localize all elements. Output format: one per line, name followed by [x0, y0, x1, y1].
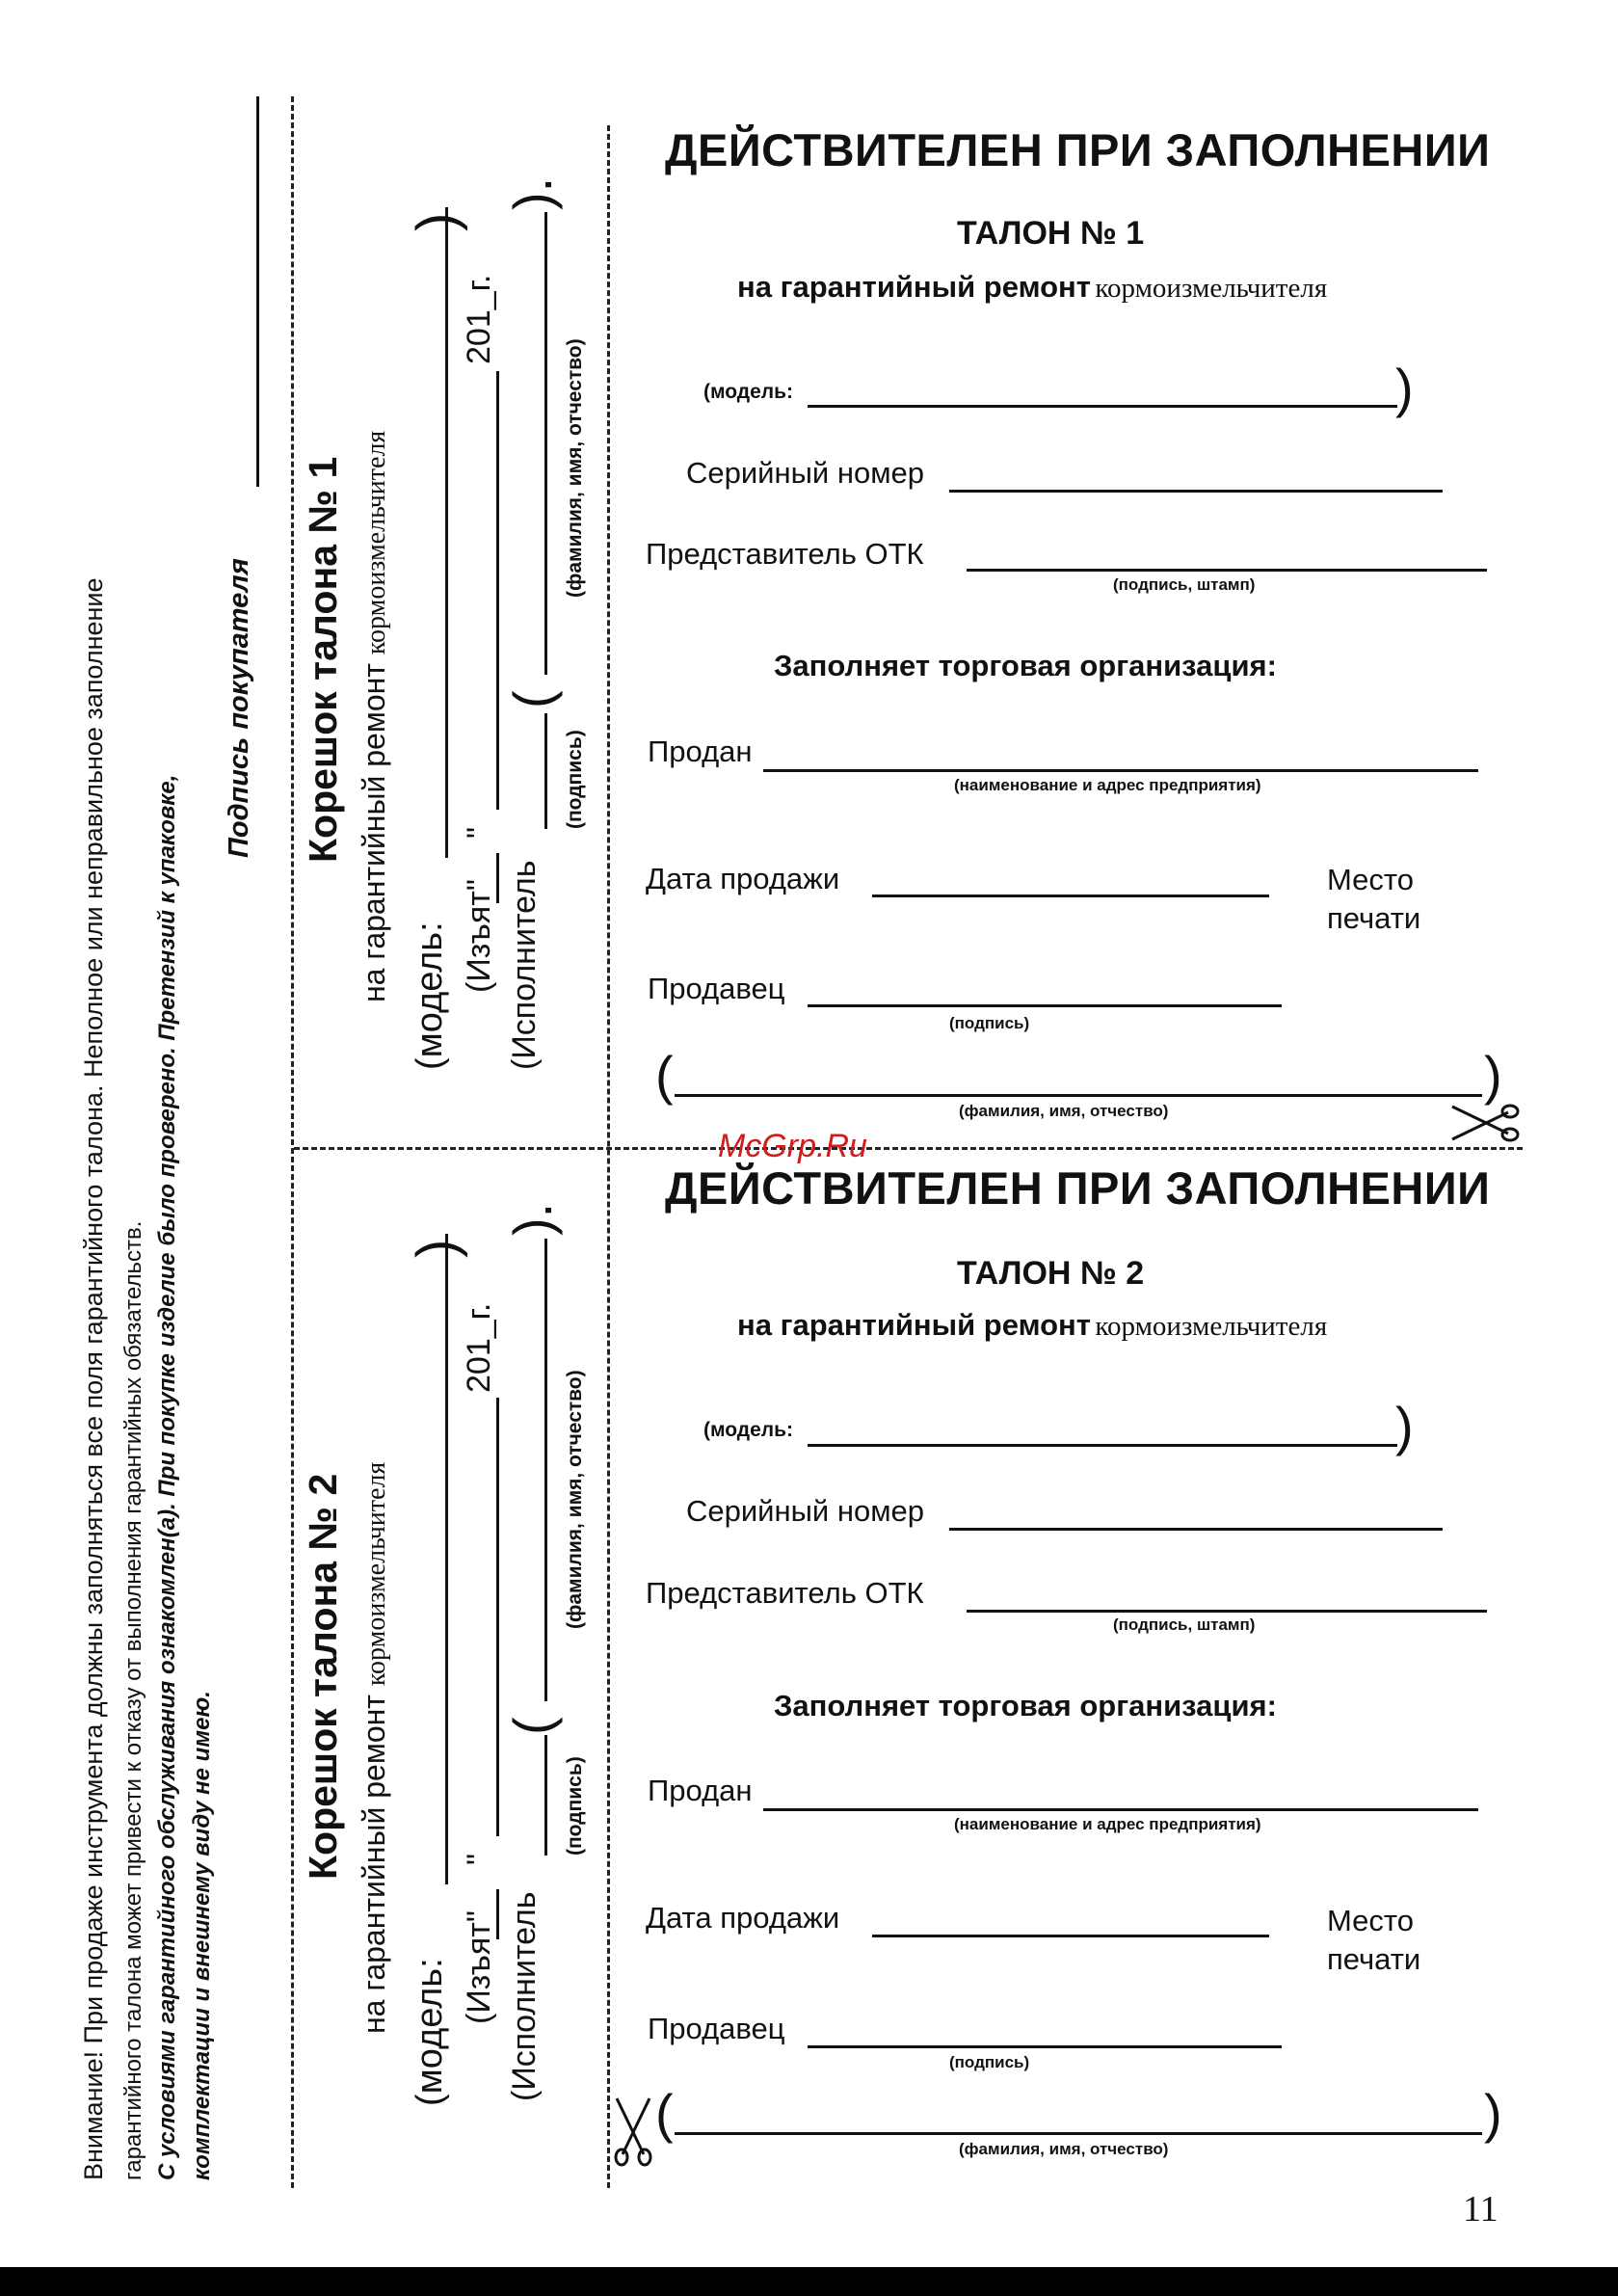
coupon2-fio-caption: (фамилия, имя, отчество)	[959, 2140, 1169, 2158]
stub2-sign-caption: (подпись)	[564, 1756, 586, 1855]
coupon2-date-label: Дата продажи	[646, 1901, 840, 1935]
stub1-model-close: )	[406, 212, 468, 231]
stub1-month-line	[496, 371, 499, 810]
coupon2-otk-label: Представитель ОТК	[646, 1576, 924, 1610]
coupon1-otk-label: Представитель ОТК	[646, 537, 924, 571]
notice-line-3	[154, 775, 181, 2180]
stub2-repair-label: на гарантийный ремонт	[357, 1695, 391, 2034]
coupon2-seller-caption: (подпись)	[949, 2053, 1030, 2071]
watermark: McGrp.Ru	[718, 1128, 867, 1164]
notice-conditions: С условиями гарантийного обслуживания ознакомлен(а).	[154, 1496, 180, 2180]
cut-line-middle	[607, 125, 610, 2188]
coupon2-talon-number: ТАЛОН № 2	[957, 1255, 1145, 1292]
coupon1-seller-line	[808, 1004, 1282, 1007]
coupon1-date-line	[872, 894, 1269, 897]
stub1-removed-label: (Изъят"	[461, 879, 497, 993]
coupon2-fio-open: (	[655, 2083, 674, 2144]
cut-line-left	[291, 96, 294, 2188]
stub2-model-line	[445, 1234, 448, 1884]
coupon2-serial-line	[949, 1528, 1443, 1531]
coupon2-model-label: (модель:	[703, 1419, 794, 1441]
stub1-paren-open: (	[502, 690, 563, 708]
coupon1-sold-caption: (наименование и адрес предприятия)	[954, 776, 1261, 794]
coupon1-valid-heading: ДЕЙСТВИТЕЛЕН ПРИ ЗАПОЛНЕНИИ	[665, 124, 1491, 175]
coupon2-sold-line	[763, 1808, 1478, 1811]
stub1-sign-line	[544, 713, 547, 829]
coupon2-product: кормоизмельчителя	[1095, 1311, 1328, 1342]
coupon2-seller-label: Продавец	[648, 2012, 785, 2045]
coupon1-fio-caption: (фамилия, имя, отчество)	[959, 1102, 1169, 1120]
stub1-paren-close: ).	[502, 176, 563, 210]
stub1-day-line	[496, 853, 499, 903]
coupon2-repair-line	[737, 1308, 1327, 1343]
stub2-year: 201_г.	[461, 1302, 497, 1393]
coupon2-otk-line	[967, 1610, 1487, 1613]
coupon1-stamp-2: печати	[1327, 901, 1421, 935]
stub1-model-label: (модель:	[410, 921, 450, 1070]
stub2-fio-caption: (фамилия, имя, отчество)	[564, 1370, 586, 1629]
coupon2-stamp-2: печати	[1327, 1942, 1421, 1976]
coupon2-repair-label: на гарантийный ремонт	[737, 1308, 1091, 1342]
notice-line-1: Внимание! При продаже инструмента должны заполняться все поля гарантийного талона. Неполное или неправильное заполнение	[79, 577, 108, 2180]
coupon1-model-line	[808, 405, 1397, 408]
stub1-quote: "	[461, 826, 497, 839]
coupon1-serial-label: Серийный номер	[686, 456, 924, 490]
coupon1-sold-line	[763, 769, 1478, 772]
stub1-product: кормоизмельчителя	[361, 430, 391, 655]
page-number: 11	[1463, 2189, 1499, 2229]
coupon1-seller-label: Продавец	[648, 972, 785, 1005]
notice-line-4: комплектации и внешнему виду не имею.	[189, 1691, 215, 2180]
stub2-model-label: (модель:	[410, 1958, 450, 2106]
stub2-model-close: )	[406, 1239, 468, 1258]
coupon1-model-close: )	[1395, 358, 1414, 418]
stub2-paren-open: (	[502, 1717, 563, 1735]
coupon2-sold-caption: (наименование и адрес предприятия)	[954, 1815, 1261, 1833]
stub2-month-line	[496, 1398, 499, 1836]
stub1-repair-label: на гарантийный ремонт	[357, 663, 391, 1002]
stub2-fio-line	[544, 1239, 547, 1701]
coupon1-stamp-1: Место	[1327, 863, 1415, 896]
scissors-icon	[1450, 1099, 1520, 1147]
coupon2-stamp-1: Место	[1327, 1904, 1415, 1937]
stub1-performer-label: (Исполнитель	[506, 860, 543, 1070]
stub1-year: 201_г.	[461, 274, 497, 364]
cut-line-horizontal	[294, 1147, 1523, 1150]
coupon1-sold-label: Продан	[648, 734, 753, 768]
coupon1-model-label: (модель:	[703, 381, 794, 403]
stub2-removed-label: (Изъят"	[461, 1910, 497, 2024]
notice-checked: При покупке изделие было проверено. Претензий к упаковке,	[154, 774, 180, 1497]
coupon1-product: кормоизмельчителя	[1095, 273, 1328, 304]
coupon1-trade-heading: Заполняет торговая организация:	[774, 649, 1277, 682]
stub1-repair-line	[357, 431, 392, 1002]
buyer-signature-label: Подпись покупателя	[224, 558, 254, 858]
coupon1-repair-label: на гарантийный ремонт	[737, 270, 1091, 304]
coupon1-otk-caption: (подпись, штамп)	[1113, 575, 1256, 594]
bottom-scan-border	[0, 2267, 1618, 2296]
coupon2-serial-label: Серийный номер	[686, 1494, 924, 1528]
stub1-fio-line	[544, 212, 547, 675]
coupon2-fio-line	[675, 2132, 1482, 2135]
coupon2-model-close: )	[1395, 1396, 1414, 1456]
stub2-sign-line	[544, 1735, 547, 1855]
coupon2-fio-close: )	[1484, 2083, 1502, 2144]
coupon2-otk-caption: (подпись, штамп)	[1113, 1615, 1256, 1634]
scissors-icon	[609, 2096, 657, 2169]
coupon1-fio-close: )	[1484, 1045, 1502, 1106]
coupon2-seller-line	[808, 2045, 1282, 2048]
notice-line-2: гарантийного талона может привести к отказу от выполнения гарантийных обязательств.	[120, 1220, 146, 2180]
stub2-quote: "	[461, 1853, 497, 1865]
coupon2-valid-heading: ДЕЙСТВИТЕЛЕН ПРИ ЗАПОЛНЕНИИ	[665, 1162, 1491, 1214]
stub2-day-line	[496, 1889, 499, 1939]
stub2-title: Корешок талона № 2	[301, 1473, 345, 1880]
stub2-product: кормоизмельчителя	[361, 1461, 391, 1687]
stub1-sign-caption: (подпись)	[564, 730, 586, 829]
coupon1-fio-open: (	[655, 1045, 674, 1106]
stub2-performer-label: (Исполнитель	[506, 1891, 543, 2101]
coupon2-model-line	[808, 1444, 1397, 1447]
coupon2-date-line	[872, 1935, 1269, 1937]
coupon1-otk-line	[967, 569, 1487, 572]
stub1-title: Корешок талона № 1	[301, 456, 345, 863]
coupon1-date-label: Дата продажи	[646, 862, 840, 895]
coupon2-sold-label: Продан	[648, 1774, 753, 1807]
coupon1-serial-line	[949, 490, 1443, 493]
coupon1-repair-line	[737, 270, 1327, 305]
coupon1-seller-caption: (подпись)	[949, 1014, 1030, 1032]
stub2-paren-close: ).	[502, 1202, 563, 1236]
stub1-fio-caption: (фамилия, имя, отчество)	[564, 338, 586, 598]
buyer-signature-line	[256, 96, 259, 487]
stub2-repair-line	[357, 1462, 392, 2034]
coupon1-talon-number: ТАЛОН № 1	[957, 215, 1145, 252]
coupon1-fio-line	[675, 1094, 1482, 1097]
stub1-model-line	[445, 207, 448, 858]
coupon2-trade-heading: Заполняет торговая организация:	[774, 1689, 1277, 1722]
